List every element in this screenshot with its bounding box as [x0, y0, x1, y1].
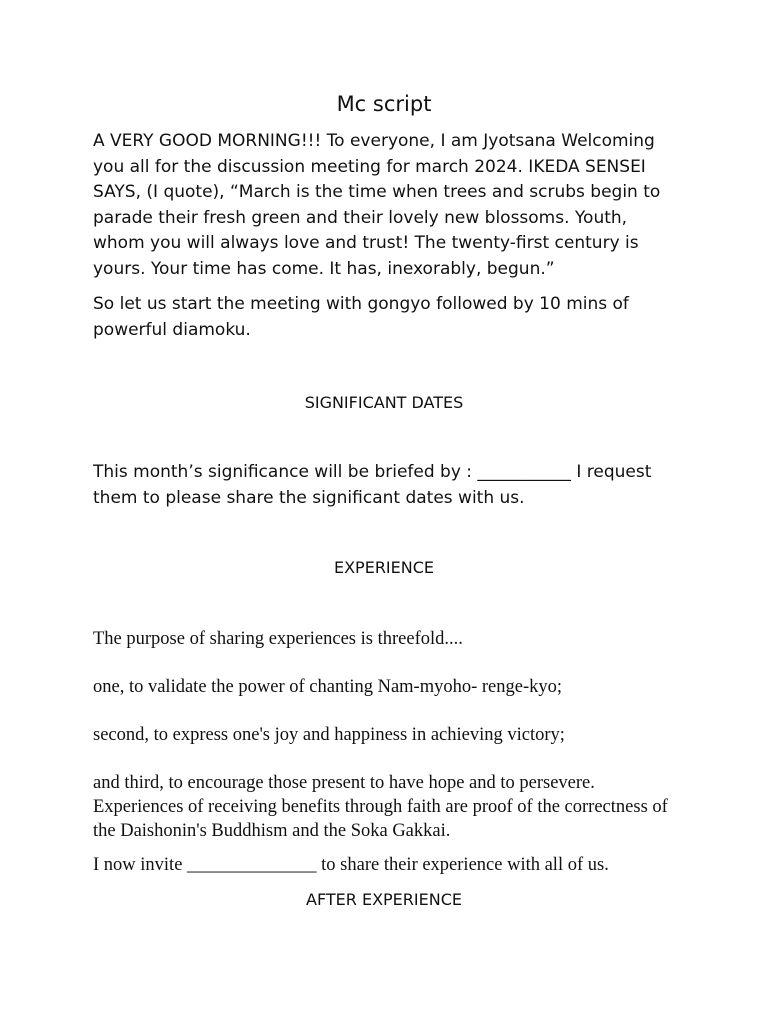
- purpose-paragraph: The purpose of sharing experiences is threefold....: [93, 629, 463, 649]
- significant-dates-heading: SIGNIFICANT DATES: [304, 393, 464, 412]
- intro-paragraph: A VERY GOOD MORNING!!! To everyone, I am Jyotsana Welcoming you all for the discussion meeting for march 2024. IKEDA SENSEI SAYS, (I quote), “March is the time when trees and scrubs begin to parade their fresh green and their lovely new blossoms. Youth, whom you will always love and trust! The twenty-first century is yours. Your time has come. It has, inexorably, begun.”: [93, 131, 661, 279]
- document-title: Mc script: [336, 92, 432, 116]
- experience-heading: EXPERIENCE: [333, 558, 435, 577]
- point-three-paragraph: and third, to encourage those present to have hope and to persevere. Experiences of receiving benefits through faith are proof of the correctness of the Daishonin's Buddhism and the Soka Gakkai.: [93, 773, 668, 841]
- point-one-paragraph: one, to validate the power of chanting Nam-myoho- renge-kyo;: [93, 677, 563, 697]
- gongyo-paragraph: So let us start the meeting with gongyo followed by 10 mins of powerful diamoku.: [93, 294, 629, 340]
- point-two-paragraph: second, to express one's joy and happiness in achieving victory;: [93, 725, 565, 745]
- significance-paragraph: This month’s significance will be briefed by : ___________ I request them to please share the significant dates with us.: [93, 462, 652, 508]
- after-experience-heading: AFTER EXPERIENCE: [306, 890, 462, 909]
- invite-paragraph: I now invite ______________ to share their experience with all of us.: [93, 855, 609, 875]
